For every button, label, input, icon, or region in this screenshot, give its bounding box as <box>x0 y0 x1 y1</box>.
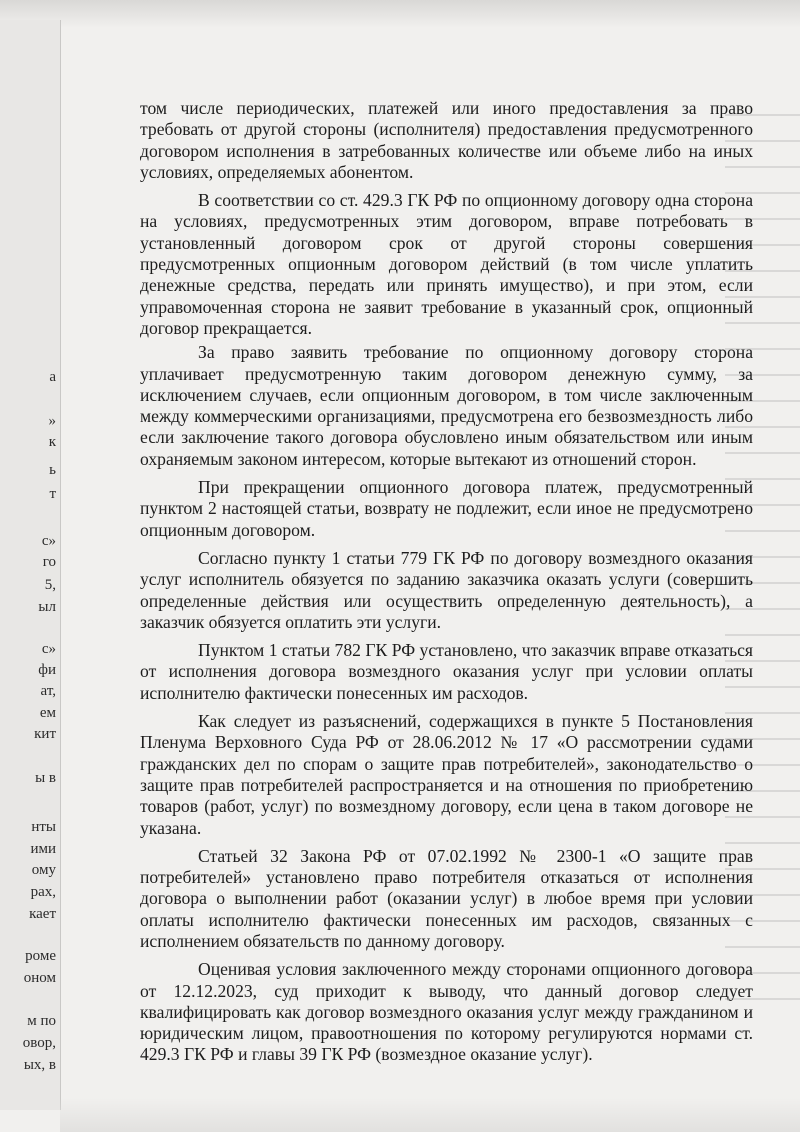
paragraph: Оценивая условия заключенного между сторонами опционного договора от 12.12.2023, суд приходит к выводу, что данный договор следует квалифицировать как договор возмездного оказания услуг между гражданином и юридическим лицом, правоотношения по которому регулируются нормами ст. 429.3 ГК РФ и главы 39 ГК РФ (возмездное оказание услуг). <box>140 959 753 1065</box>
edge-fragment: » <box>48 413 56 429</box>
paragraph: За право заявить требование по опционному договору сторона уплачивает предусмотренную таким договором денежную сумму, за исключением случаев, если опционным договором, в том числе заключенным между коммерческими организациями, предусмотрена его безвозмездность либо если заключение такого договора обусловлено иным обязательством или иным охраняемым законом интересом, которые вытекают из отношений сторон. <box>140 342 753 469</box>
edge-fragment: рах, <box>30 884 56 900</box>
edge-fragment: кает <box>29 906 56 922</box>
paragraph: При прекращении опционного договора платеж, предусмотренный пунктом 2 настоящей статьи, возврату не подлежит, если иное не предусмотрено опционным договором. <box>140 477 753 540</box>
edge-fragment: м по <box>27 1013 56 1029</box>
scan-bottom-shadow <box>60 1098 800 1132</box>
adjacent-page-edge <box>0 20 61 1110</box>
edge-fragment: го <box>42 554 56 570</box>
edge-fragment: с» <box>41 533 56 549</box>
edge-fragment: роме <box>25 948 56 964</box>
paragraph: том числе периодических, платежей или иного предоставления за право требовать от другой стороны (исполнителя) предоставления предусмотренного договором исполнения в затребованных количестве или объеме либо на иных условиях, определяемых абонентом. <box>140 98 753 182</box>
edge-fragment: ат, <box>40 683 56 699</box>
edge-fragment: фи <box>38 662 56 678</box>
scan-top-shadow <box>0 0 800 28</box>
edge-fragment: ому <box>31 862 56 878</box>
edge-fragment: нты <box>31 819 56 835</box>
paragraph: Статьей 32 Закона РФ от 07.02.1992 № 2300-1 «О защите прав потребителей» установлено право потребителя отказаться от исполнения договора о выполнении работ (оказании услуг) в любое время при условии оплаты исполнителю фактически понесенных им расходов, связанных с исполнением обязательств по данному договору. <box>140 845 753 951</box>
edge-fragment: к <box>48 434 56 450</box>
document-body <box>140 98 753 1073</box>
edge-fragment: ых, в <box>23 1057 56 1073</box>
paragraph: В соответствии со ст. 429.3 ГК РФ по опционному договору одна сторона на условиях, предусмотренных этим договором, вправе потребовать в установленный договором срок от другой стороны совершения предусмотренных опционным договором действий (в том числе уплатить денежные средства, передать или принять имущество), и при этом, если управомоченная сторона не заявит требование в указанный срок, опционный договор прекращается. <box>140 190 753 338</box>
edge-fragment: ем <box>39 705 56 721</box>
edge-fragment: овор, <box>22 1035 56 1051</box>
edge-fragment: ы в <box>35 770 56 786</box>
edge-fragment: ь <box>49 462 56 478</box>
edge-fragment: кит <box>34 726 56 742</box>
edge-fragment: оном <box>23 970 56 986</box>
paragraph: Как следует из разъяснений, содержащихся в пункте 5 Постановления Пленума Верховного Суда РФ от 28.06.2012 № 17 «О рассмотрении судами гражданских дел по спорам о защите прав потребителей», законодательство о защите прав потребителей распространяется и на отношения по приобретению товаров (работ, услуг) по возмездному договору, если цена в таком договоре не указана. <box>140 711 753 838</box>
edge-fragment: т <box>49 486 56 502</box>
edge-fragment: ыл <box>38 599 56 615</box>
paragraph: Пунктом 1 статьи 782 ГК РФ установлено, что заказчик вправе отказаться от исполнения договора возмездного оказания услуг при условии оплаты исполнителю фактически понесенных им расходов. <box>140 640 753 703</box>
edge-fragment: ими <box>30 841 56 857</box>
edge-fragment: 5, <box>44 577 56 593</box>
paragraph: Согласно пункту 1 статьи 779 ГК РФ по договору возмездного оказания услуг исполнитель обязуется по заданию заказчика оказать услуги (совершить определенные действия или осуществить определенную деятельность), а заказчик обязуется оплатить эти услуги. <box>140 547 753 632</box>
edge-fragment: а <box>49 369 56 385</box>
edge-fragment: с» <box>41 641 56 657</box>
